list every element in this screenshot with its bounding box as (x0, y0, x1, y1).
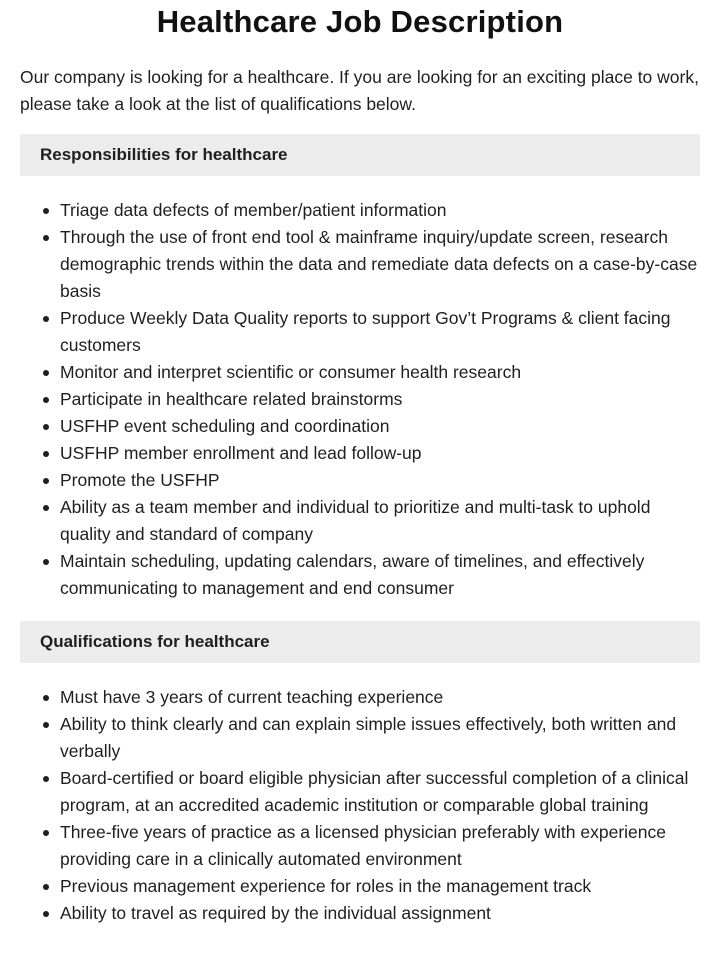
list-item: Monitor and interpret scientific or consumer health research (20, 359, 700, 386)
list-item: USFHP member enrollment and lead follow-up (20, 440, 700, 467)
list-item: Produce Weekly Data Quality reports to support Gov’t Programs & client facing customers (20, 305, 700, 359)
qualifications-list (20, 684, 700, 927)
list-item: Board-certified or board eligible physician after successful completion of a clinical program, at an accredited academic institution or comparable global training (20, 765, 700, 819)
qualifications-heading: Qualifications for healthcare (20, 621, 700, 663)
list-item: Ability as a team member and individual to prioritize and multi-task to uphold quality and standard of company (20, 494, 700, 548)
list-item: Through the use of front end tool & mainframe inquiry/update screen, research demographic trends within the data and remediate data defects on a case-by-case basis (20, 224, 700, 305)
list-item: Three-five years of practice as a licensed physician preferably with experience providing care in a clinically automated environment (20, 819, 700, 873)
list-item: Participate in healthcare related brainstorms (20, 386, 700, 413)
list-item: Triage data defects of member/patient information (20, 197, 700, 224)
page-title: Healthcare Job Description (156, 4, 564, 39)
responsibilities-list (20, 197, 700, 602)
list-item: USFHP event scheduling and coordination (20, 413, 700, 440)
list-item: Promote the USFHP (20, 467, 700, 494)
list-item: Maintain scheduling, updating calendars, aware of timelines, and effectively communicating to management and end consumer (20, 548, 700, 602)
intro-paragraph: Our company is looking for a healthcare. If you are looking for an exciting place to work, please take a look at the list of qualifications below. (20, 67, 699, 114)
list-item: Must have 3 years of current teaching experience (20, 684, 700, 711)
list-item: Ability to travel as required by the individual assignment (20, 900, 700, 927)
list-item: Previous management experience for roles in the management track (20, 873, 700, 900)
list-item: Ability to think clearly and can explain simple issues effectively, both written and verbally (20, 711, 700, 765)
responsibilities-heading: Responsibilities for healthcare (20, 134, 700, 176)
